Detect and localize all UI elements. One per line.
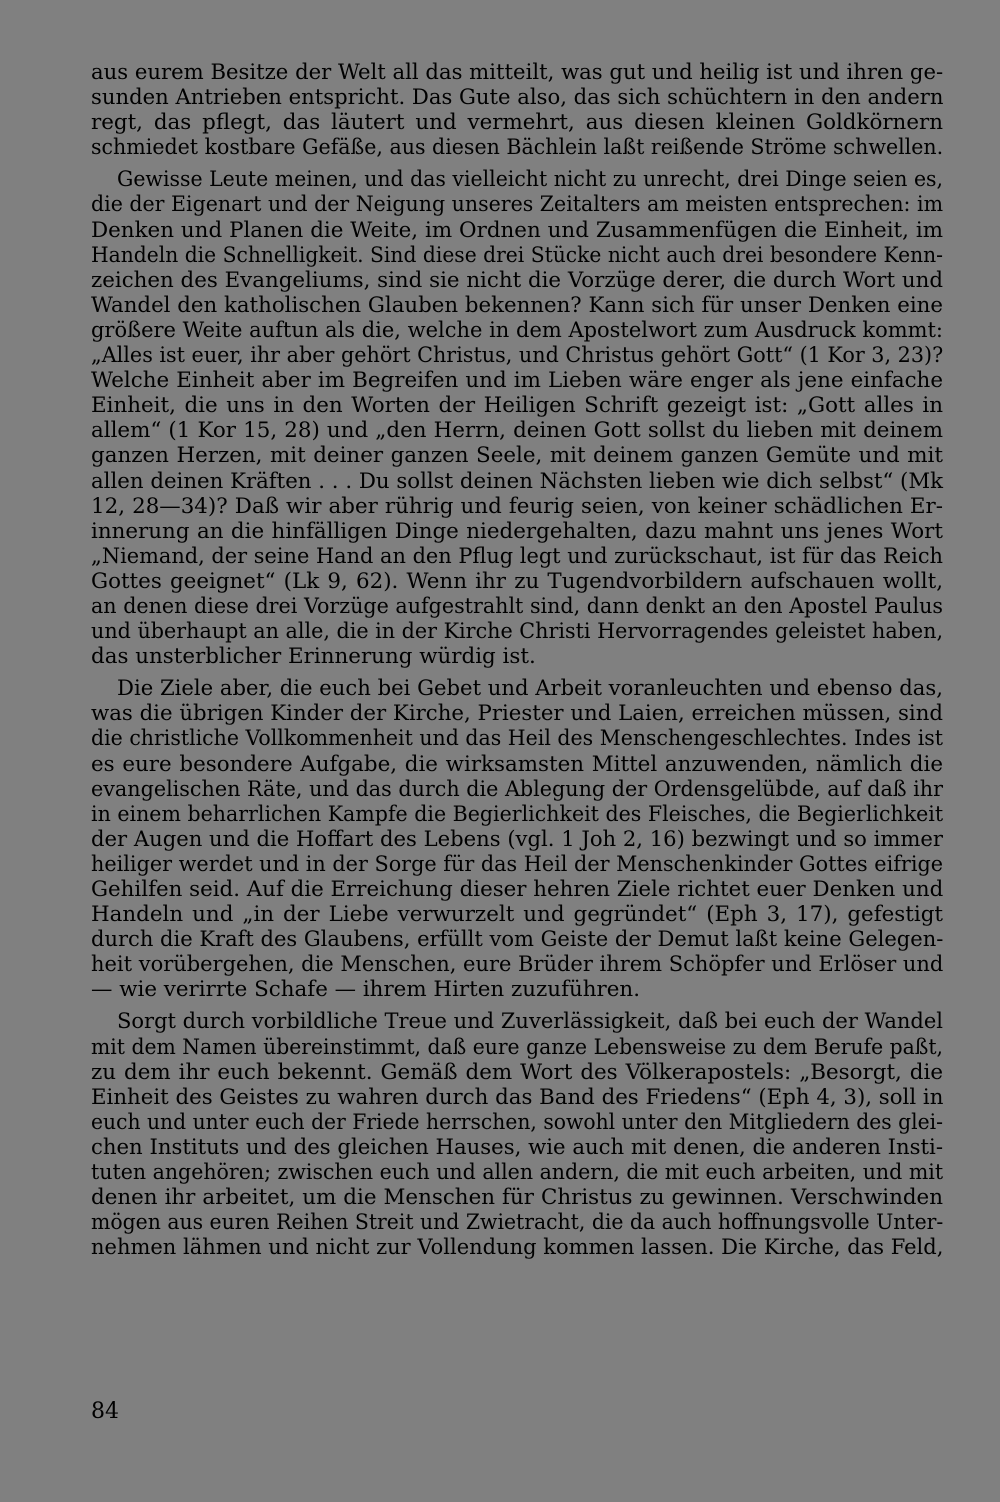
text-line: regt, das pflegt, das läutert und vermehrt, aus diesen kleinen Goldkörnern: [91, 110, 943, 136]
text-line: das unsterblicher Erinnerung würdig ist.: [91, 644, 536, 670]
text-line: „Niemand, der seine Hand an den Pflug legt und zurückschaut, ist für das Reich: [91, 543, 943, 569]
text-line: Wandel den katholischen Glauben bekennen? Kann sich für unser Denken eine: [91, 292, 943, 318]
text-line: euch und unter euch der Friede herrschen, sowohl unter den Mitgliedern des glei-: [91, 1109, 944, 1135]
text-line: durch die Kraft des Glaubens, erfüllt vom Geiste der Demut laßt keine Gelegen-: [91, 927, 944, 953]
text-line: „Alles ist euer, ihr aber gehört Christus, und Christus gehört Gott“ (1 Kor 3, 23)?: [91, 343, 944, 369]
text-line: zeichen des Evangeliums, sind sie nicht die Vorzüge derer, die durch Wort und: [91, 267, 944, 293]
text-line: Handeln die Schnelligkeit. Sind diese drei Stücke nicht auch drei besondere Kenn-: [91, 242, 944, 268]
page-body: [91, 60, 943, 1260]
text-line: evangelischen Räte, und das durch die Ablegung der Ordensgelübde, auf daß ihr: [91, 776, 944, 802]
text-line: Die Ziele aber, die euch bei Gebet und Arbeit voranleuchten und ebenso das,: [117, 676, 943, 702]
text-line: die christliche Vollkommenheit und das Heil des Menschengeschlechtes. Indes ist: [91, 726, 943, 752]
text-line: und überhaupt an alle, die in der Kirche Christi Hervorragendes geleistet haben,: [91, 619, 944, 645]
text-line: mit dem Namen übereinstimmt, daß eure ganze Lebensweise zu dem Berufe paßt,: [91, 1034, 944, 1060]
text-line: Gewisse Leute meinen, und das vielleicht nicht zu unrecht, drei Dinge seien es,: [117, 167, 944, 193]
text-line: ganzen Herzen, mit deiner ganzen Seele, mit deinem ganzen Gemüte und mit: [91, 443, 943, 469]
text-line: Einheit des Geistes zu wahren durch das Band des Friedens“ (Eph 4, 3), soll in: [91, 1084, 944, 1110]
page-number: 84: [91, 1399, 119, 1424]
text-line: innerung an die hinfälligen Dinge niedergehalten, dazu mahnt uns jenes Wort: [91, 518, 943, 544]
text-line: heiliger werdet und in der Sorge für das Heil der Menschenkinder Gottes eifrige: [91, 851, 944, 877]
text-line: es eure besondere Aufgabe, die wirksamsten Mittel anzuwenden, nämlich die: [91, 751, 943, 777]
text-line: was die übrigen Kinder der Kirche, Priester und Laien, erreichen müssen, sind: [91, 701, 944, 727]
text-line: allem“ (1 Kor 15, 28) und „den Herrn, deinen Gott sollst du lieben mit deinem: [91, 418, 943, 444]
paragraph-1: [91, 60, 943, 160]
text-line: Sorgt durch vorbildliche Treue und Zuverlässigkeit, daß bei euch der Wandel: [117, 1009, 944, 1035]
text-line: zu dem ihr euch bekennt. Gemäß dem Wort des Völkerapostels: „Besorgt, die: [91, 1059, 943, 1085]
text-line: schmiedet kostbare Gefäße, aus diesen Bächlein laßt reißende Ströme schwellen.: [91, 135, 944, 161]
text-line: denen ihr arbeitet, um die Menschen für Christus zu gewinnen. Verschwinden: [91, 1185, 943, 1211]
text-line: an denen diese drei Vorzüge aufgestrahlt sind, dann denkt an den Apostel Paulus: [91, 593, 944, 619]
text-line: nehmen lähmen und nicht zur Vollendung kommen lassen. Die Kirche, das Feld,: [91, 1235, 944, 1261]
paragraph-4: [91, 1009, 943, 1260]
text-line: sunden Antrieben entspricht. Das Gute also, das sich schüchtern in den andern: [91, 85, 944, 111]
paragraph-3: [91, 676, 943, 1002]
text-line: Welche Einheit aber im Begreifen und im Lieben wäre enger als jene einfache: [91, 368, 943, 394]
text-line: 12, 28—34)? Daß wir aber rührig und feurig seien, von keiner schädlichen Er-: [91, 493, 943, 519]
text-line: der Augen und die Hoffart des Lebens (vgl. 1 Joh 2, 16) bezwingt und so immer: [91, 826, 944, 852]
text-line: Denken und Planen die Weite, im Ordnen und Zusammenfügen die Einheit, im: [91, 217, 943, 243]
text-line: Handeln und „in der Liebe verwurzelt und gegründet“ (Eph 3, 17), gefestigt: [91, 902, 943, 928]
text-line: tuten angehören; zwischen euch und allen andern, die mit euch arbeiten, und mit: [91, 1160, 944, 1186]
text-line: chen Instituts und des gleichen Hauses, wie auch mit denen, die anderen Insti-: [91, 1134, 944, 1160]
text-line: mögen aus euren Reihen Streit und Zwietracht, die da auch hoffnungsvolle Unter-: [91, 1210, 944, 1236]
paragraph-2: [91, 167, 943, 669]
text-line: aus eurem Besitze der Welt all das mitteilt, was gut und heilig ist und ihren ge-: [91, 60, 944, 85]
text-line: Gehilfen seid. Auf die Erreichung dieser hehren Ziele richtet euer Denken und: [91, 877, 944, 902]
text-line: heit vorübergehen, die Menschen, eure Brüder ihrem Schöpfer und Erlöser und: [91, 952, 944, 978]
text-line: allen deinen Kräften . . . Du sollst deinen Nächsten lieben wie dich selbst“ (Mk: [91, 468, 944, 494]
text-line: größere Weite auftun als die, welche in dem Apostelwort zum Ausdruck kommt:: [91, 317, 943, 343]
text-line: Gottes geeignet“ (Lk 9, 62). Wenn ihr zu Tugendvorbildern aufschauen wollt,: [91, 568, 943, 594]
text-line: die der Eigenart und der Neigung unseres Zeitalters am meisten entsprechen: im: [91, 192, 944, 218]
text-line: Einheit, die uns in den Worten der Heiligen Schrift gezeigt ist: „Gott alles in: [91, 393, 943, 419]
text-line: in einem beharrlichen Kampfe die Begierlichkeit des Fleisches, die Begierlichkeit: [91, 801, 944, 827]
text-line: — wie verirrte Schafe — ihrem Hirten zuzuführen.: [91, 977, 641, 1003]
